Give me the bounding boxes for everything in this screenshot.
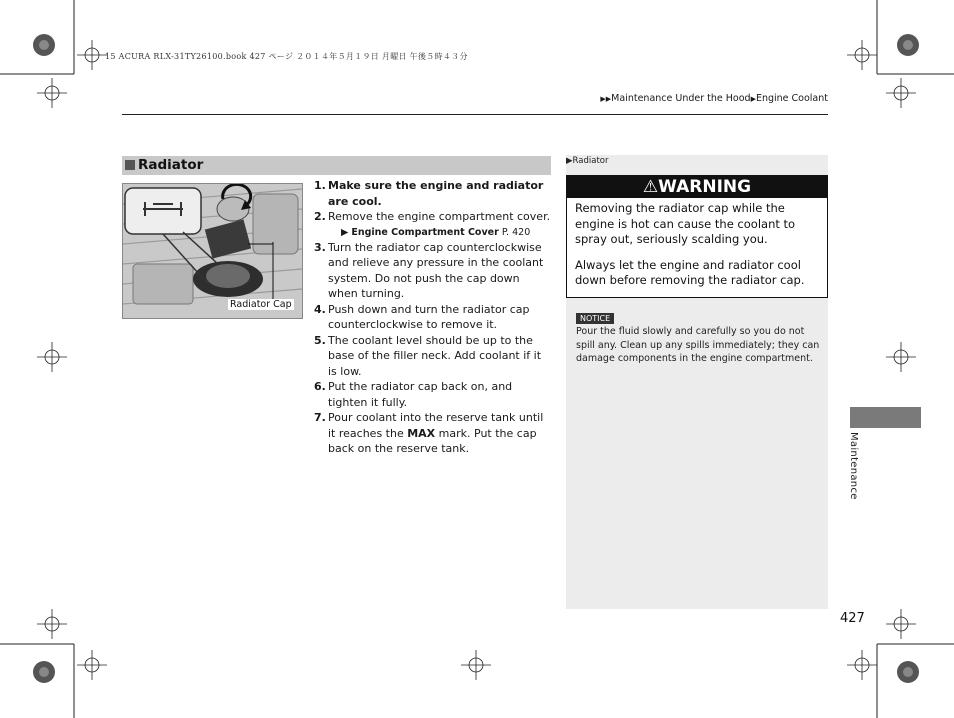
- breadcrumb-arrow-icon: ▶▶: [600, 95, 612, 103]
- step-text: Make sure the engine and radiator are cool.: [328, 179, 544, 208]
- section-title: Radiator: [138, 157, 204, 173]
- step-number: 6.: [314, 380, 326, 393]
- reference-arrow-icon: ▶: [566, 156, 573, 166]
- warning-paragraph: Removing the radiator cap while the engine is hot can cause the coolant to spray out, seriously scalding you.: [575, 201, 796, 246]
- step-item: [314, 178, 552, 209]
- header-rule: [122, 114, 828, 115]
- engine-illustration: [123, 184, 302, 318]
- chapter-tab: [850, 407, 921, 428]
- reference-page[interactable]: P. 420: [501, 226, 531, 238]
- step-text: The coolant level should be up to the base of the filler neck. Add coolant if it is low.: [328, 333, 542, 378]
- step-text-part: Pour coolant into the reserve tank until it reaches the: [328, 411, 544, 440]
- warning-title: WARNING: [658, 177, 752, 197]
- reference-arrow-icon: ▶: [341, 226, 349, 238]
- step-text: Turn the radiator cap counterclockwise and relieve any pressure in the coolant system. Do not push the cap down when turning.: [328, 240, 544, 300]
- breadcrumb-item-2: Engine Coolant: [755, 93, 828, 104]
- step-item: [314, 333, 552, 380]
- step-number: 7.: [314, 411, 326, 424]
- section-square-icon: [125, 160, 135, 170]
- warning-body: [575, 201, 821, 299]
- step-item: [314, 240, 552, 302]
- warning-paragraph: Always let the engine and radiator cool down before removing the radiator cap.: [575, 257, 805, 287]
- step-number: 1.: [314, 179, 326, 192]
- step-text: [328, 410, 552, 457]
- warning-triangle-icon: ⚠: [642, 177, 659, 197]
- step-item: [314, 379, 552, 410]
- reference-label[interactable]: Engine Compartment Cover: [351, 226, 499, 238]
- step-text: Push down and turn the radiator cap counterclockwise to remove it.: [328, 302, 530, 331]
- notice-text: Pour the fluid slowly and carefully so you do not spill any. Clean up any spills immediately; they can damage components in the engine compartment.: [576, 326, 820, 364]
- step-text-part: mark. Put the cap back on the reserve tank.: [328, 426, 537, 455]
- step-text: Remove the engine compartment cover.: [328, 210, 551, 223]
- notice-label: NOTICE: [576, 313, 614, 324]
- chapter-tab-label: Maintenance: [848, 432, 859, 500]
- step-number: 2.: [314, 210, 326, 223]
- sidebar-ref-title: Radiator: [572, 156, 609, 166]
- page-number: 427: [840, 611, 865, 626]
- warning-header: [567, 176, 827, 198]
- steps-list: [314, 178, 552, 457]
- sidebar-reference: [566, 156, 608, 166]
- breadcrumb-item-1: Maintenance Under the Hood: [611, 93, 751, 104]
- step-number: 5.: [314, 333, 326, 347]
- step-number: 4.: [314, 302, 326, 316]
- cross-reference[interactable]: [314, 225, 552, 240]
- step-number: 3.: [314, 240, 326, 254]
- print-header: 15 ACURA RLX-31TY26100.book 427 ページ ２０１４年５月１９日 月曜日 午後５時４３分: [105, 52, 468, 61]
- step-text: Put the radiator cap back on, and tighten it fully.: [328, 380, 513, 409]
- step-item: [314, 302, 552, 333]
- breadcrumb: [600, 93, 828, 104]
- step-item: [314, 209, 552, 225]
- breadcrumb-arrow-icon: ▶: [750, 95, 756, 103]
- radiator-cap-label: Radiator Cap: [230, 299, 292, 310]
- max-mark-label: MAX: [407, 426, 436, 440]
- step-item: [314, 410, 552, 457]
